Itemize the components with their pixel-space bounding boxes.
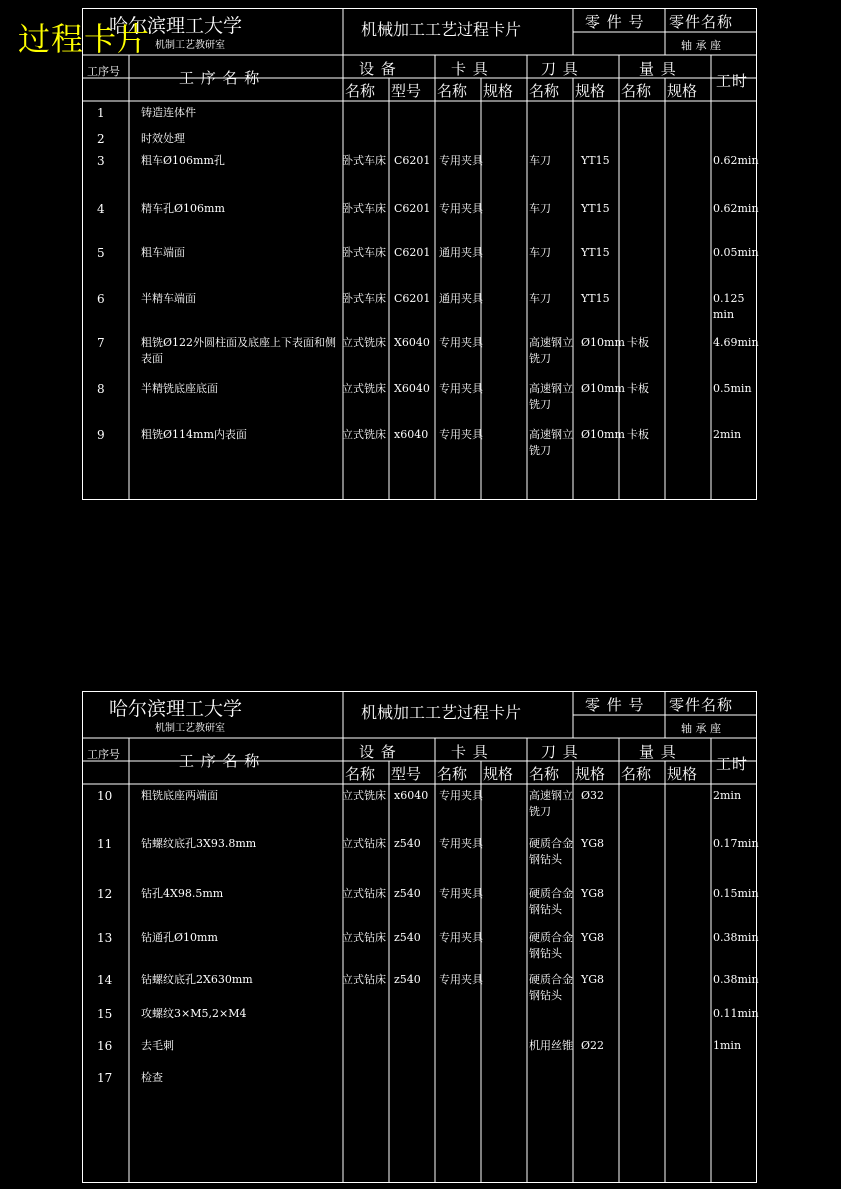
row-op-name: 半精车端面 bbox=[141, 292, 196, 305]
fixture-header: 卡 具 bbox=[451, 60, 489, 78]
subheader-3: 规格 bbox=[483, 82, 514, 100]
process-card-1 bbox=[82, 8, 757, 500]
row-op-no: 11 bbox=[97, 837, 113, 851]
university-name: 哈尔滨理工大学 bbox=[109, 15, 243, 37]
row-fixture: 专用夹具 bbox=[439, 837, 483, 850]
row-op-no: 7 bbox=[97, 336, 105, 350]
row-op-no: 13 bbox=[97, 931, 113, 945]
row-fixture: 专用夹具 bbox=[439, 382, 483, 395]
row-op-name: 钻螺纹底孔3X93.8mm bbox=[141, 837, 257, 850]
row-tool-spec: YT15 bbox=[581, 154, 610, 167]
row-tool-spec: Ø32 bbox=[581, 789, 605, 802]
row-tool: 高速钢立铣刀 bbox=[529, 428, 573, 457]
row-time: 0.62min bbox=[713, 202, 759, 215]
row-fixture: 专用夹具 bbox=[439, 887, 483, 900]
part-no-label: 零 件 号 bbox=[585, 696, 645, 714]
time-header: 工时 bbox=[716, 755, 749, 773]
part-name-label: 零件名称 bbox=[669, 696, 734, 714]
row-tool-spec: YT15 bbox=[581, 292, 610, 305]
row-equipment: 立式铣床 bbox=[342, 428, 386, 441]
subheader-3: 规格 bbox=[483, 765, 514, 783]
fixture-header: 卡 具 bbox=[451, 743, 489, 761]
row-op-name: 去毛刺 bbox=[141, 1039, 174, 1052]
row-op-name: 钻孔4X98.5mm bbox=[141, 887, 224, 900]
row-model: C6201 bbox=[394, 154, 431, 167]
row-equipment: 立式铣床 bbox=[342, 336, 386, 349]
row-model: x6040 bbox=[394, 789, 429, 802]
tool-header: 刀 具 bbox=[541, 743, 579, 761]
row-op-name: 粗车Ø106mm孔 bbox=[141, 154, 225, 167]
row-op-no: 6 bbox=[97, 292, 105, 306]
row-tool-spec: Ø10mm bbox=[581, 336, 625, 349]
row-tool-spec: Ø10mm bbox=[581, 428, 625, 441]
row-equipment: 卧式车床 bbox=[342, 154, 386, 167]
row-op-name: 粗铣底座两端面 bbox=[141, 789, 218, 802]
subheader-5: 规格 bbox=[575, 82, 606, 100]
row-time: 0.125 min bbox=[713, 292, 745, 321]
row-fixture: 专用夹具 bbox=[439, 154, 483, 167]
subheader-2: 名称 bbox=[437, 765, 468, 783]
gauge-header: 量 具 bbox=[639, 60, 677, 78]
subheader-4: 名称 bbox=[529, 765, 560, 783]
row-equipment: 立式钻床 bbox=[342, 887, 386, 900]
row-tool: 硬质合金钢钻头 bbox=[529, 887, 573, 916]
row-op-no: 12 bbox=[97, 887, 113, 901]
row-time: 2min bbox=[713, 428, 742, 441]
row-time: 2min bbox=[713, 789, 742, 802]
row-op-no: 16 bbox=[97, 1039, 113, 1053]
op-no-header: 工序号 bbox=[87, 748, 120, 761]
subheader-0: 名称 bbox=[345, 765, 376, 783]
row-model: z540 bbox=[394, 973, 421, 986]
row-gauge: 卡板 bbox=[627, 382, 649, 395]
row-model: C6201 bbox=[394, 246, 431, 259]
row-tool-spec: Ø22 bbox=[581, 1039, 605, 1052]
row-time: 1min bbox=[713, 1039, 742, 1052]
subheader-7: 规格 bbox=[667, 82, 698, 100]
row-op-name: 攻螺纹3×M5,2×M4 bbox=[141, 1007, 247, 1020]
row-model: X6040 bbox=[394, 382, 430, 395]
row-tool-spec: YG8 bbox=[581, 837, 605, 850]
op-no-header: 工序号 bbox=[87, 65, 120, 78]
part-no-label: 零 件 号 bbox=[585, 13, 645, 31]
row-time: 0.15min bbox=[713, 887, 759, 900]
equipment-header: 设 备 bbox=[359, 743, 397, 761]
row-model: z540 bbox=[394, 931, 421, 944]
overlay-title: 过程卡片 bbox=[18, 20, 151, 58]
row-equipment: 立式铣床 bbox=[342, 789, 386, 802]
row-op-name: 半精铣底座底面 bbox=[141, 382, 218, 395]
row-time: 0.17min bbox=[713, 837, 759, 850]
row-fixture: 专用夹具 bbox=[439, 789, 483, 802]
row-tool: 硬质合金钢钻头 bbox=[529, 837, 573, 866]
row-tool: 车刀 bbox=[529, 292, 551, 305]
row-model: x6040 bbox=[394, 428, 429, 441]
row-op-name: 粗铣Ø122外圆柱面及底座上下表面和侧表面 bbox=[141, 336, 337, 365]
row-fixture: 专用夹具 bbox=[439, 931, 483, 944]
part-name-label: 零件名称 bbox=[669, 13, 734, 31]
row-tool: 硬质合金钢钻头 bbox=[529, 931, 573, 960]
row-op-name: 钻通孔Ø10mm bbox=[141, 931, 218, 944]
op-name-header: 工 序 名 称 bbox=[179, 752, 261, 770]
row-time: 0.11min bbox=[713, 1007, 759, 1020]
subheader-6: 名称 bbox=[621, 765, 652, 783]
row-time: 0.62min bbox=[713, 154, 759, 167]
row-equipment: 卧式车床 bbox=[342, 202, 386, 215]
department-name: 机制工艺教研室 bbox=[155, 40, 225, 51]
row-tool: 高速钢立铣刀 bbox=[529, 336, 573, 365]
row-op-no: 10 bbox=[97, 789, 113, 803]
subheader-1: 型号 bbox=[391, 82, 422, 100]
row-op-name: 钻螺纹底孔2X630mm bbox=[141, 973, 253, 986]
row-tool: 高速钢立铣刀 bbox=[529, 382, 573, 411]
row-tool-spec: YG8 bbox=[581, 973, 605, 986]
row-time: 0.38min bbox=[713, 931, 759, 944]
row-equipment: 立式钻床 bbox=[342, 973, 386, 986]
row-fixture: 专用夹具 bbox=[439, 428, 483, 441]
row-op-name: 粗车端面 bbox=[141, 246, 185, 259]
department-name: 机制工艺教研室 bbox=[155, 723, 225, 734]
row-equipment: 卧式车床 bbox=[342, 292, 386, 305]
row-tool: 车刀 bbox=[529, 202, 551, 215]
part-name-value: 轴 承 座 bbox=[681, 39, 721, 52]
row-op-no: 8 bbox=[97, 382, 105, 396]
card-title: 机械加工工艺过程卡片 bbox=[361, 20, 522, 39]
part-name-value: 轴 承 座 bbox=[681, 722, 721, 735]
card-title: 机械加工工艺过程卡片 bbox=[361, 703, 522, 722]
row-tool: 车刀 bbox=[529, 246, 551, 259]
row-op-no: 15 bbox=[97, 1007, 113, 1021]
row-tool: 硬质合金钢钻头 bbox=[529, 973, 573, 1002]
row-model: C6201 bbox=[394, 292, 431, 305]
equipment-header: 设 备 bbox=[359, 60, 397, 78]
row-time: 0.05min bbox=[713, 246, 759, 259]
row-equipment: 立式钻床 bbox=[342, 837, 386, 850]
row-tool: 车刀 bbox=[529, 154, 551, 167]
process-card-2 bbox=[82, 691, 757, 1183]
row-op-no: 1 bbox=[97, 106, 105, 120]
op-name-header: 工 序 名 称 bbox=[179, 69, 261, 87]
row-tool-spec: YT15 bbox=[581, 202, 610, 215]
row-fixture: 通用夹具 bbox=[439, 246, 483, 259]
row-tool: 高速钢立铣刀 bbox=[529, 789, 573, 818]
row-model: C6201 bbox=[394, 202, 431, 215]
time-header: 工时 bbox=[716, 72, 749, 90]
row-op-name: 铸造连体件 bbox=[141, 106, 196, 119]
row-gauge: 卡板 bbox=[627, 336, 649, 349]
row-equipment: 立式钻床 bbox=[342, 931, 386, 944]
row-fixture: 专用夹具 bbox=[439, 336, 483, 349]
subheader-1: 型号 bbox=[391, 765, 422, 783]
subheader-5: 规格 bbox=[575, 765, 606, 783]
row-op-no: 9 bbox=[97, 428, 105, 442]
row-op-name: 时效处理 bbox=[141, 132, 185, 145]
row-op-name: 精车孔Ø106mm bbox=[141, 202, 225, 215]
row-op-no: 3 bbox=[97, 154, 105, 168]
row-tool-spec: YG8 bbox=[581, 887, 605, 900]
tool-header: 刀 具 bbox=[541, 60, 579, 78]
row-time: 4.69min bbox=[713, 336, 759, 349]
row-fixture: 专用夹具 bbox=[439, 973, 483, 986]
row-op-no: 17 bbox=[97, 1071, 113, 1085]
row-tool-spec: Ø10mm bbox=[581, 382, 625, 395]
row-tool: 机用丝锥 bbox=[529, 1039, 573, 1052]
row-model: z540 bbox=[394, 837, 421, 850]
row-op-name: 检查 bbox=[141, 1071, 163, 1084]
row-gauge: 卡板 bbox=[627, 428, 649, 441]
row-op-no: 2 bbox=[97, 132, 105, 146]
row-op-no: 4 bbox=[97, 202, 105, 216]
gauge-header: 量 具 bbox=[639, 743, 677, 761]
row-op-name: 粗铣Ø114mm内表面 bbox=[141, 428, 247, 441]
subheader-0: 名称 bbox=[345, 82, 376, 100]
row-op-no: 14 bbox=[97, 973, 113, 987]
subheader-6: 名称 bbox=[621, 82, 652, 100]
row-time: 0.5min bbox=[713, 382, 752, 395]
subheader-7: 规格 bbox=[667, 765, 698, 783]
row-equipment: 立式铣床 bbox=[342, 382, 386, 395]
row-model: z540 bbox=[394, 887, 421, 900]
university-name: 哈尔滨理工大学 bbox=[109, 698, 243, 720]
row-fixture: 专用夹具 bbox=[439, 202, 483, 215]
row-tool-spec: YT15 bbox=[581, 246, 610, 259]
subheader-4: 名称 bbox=[529, 82, 560, 100]
subheader-2: 名称 bbox=[437, 82, 468, 100]
row-op-no: 5 bbox=[97, 246, 105, 260]
row-tool-spec: YG8 bbox=[581, 931, 605, 944]
row-time: 0.38min bbox=[713, 973, 759, 986]
row-fixture: 通用夹具 bbox=[439, 292, 483, 305]
row-model: X6040 bbox=[394, 336, 430, 349]
row-equipment: 卧式车床 bbox=[342, 246, 386, 259]
